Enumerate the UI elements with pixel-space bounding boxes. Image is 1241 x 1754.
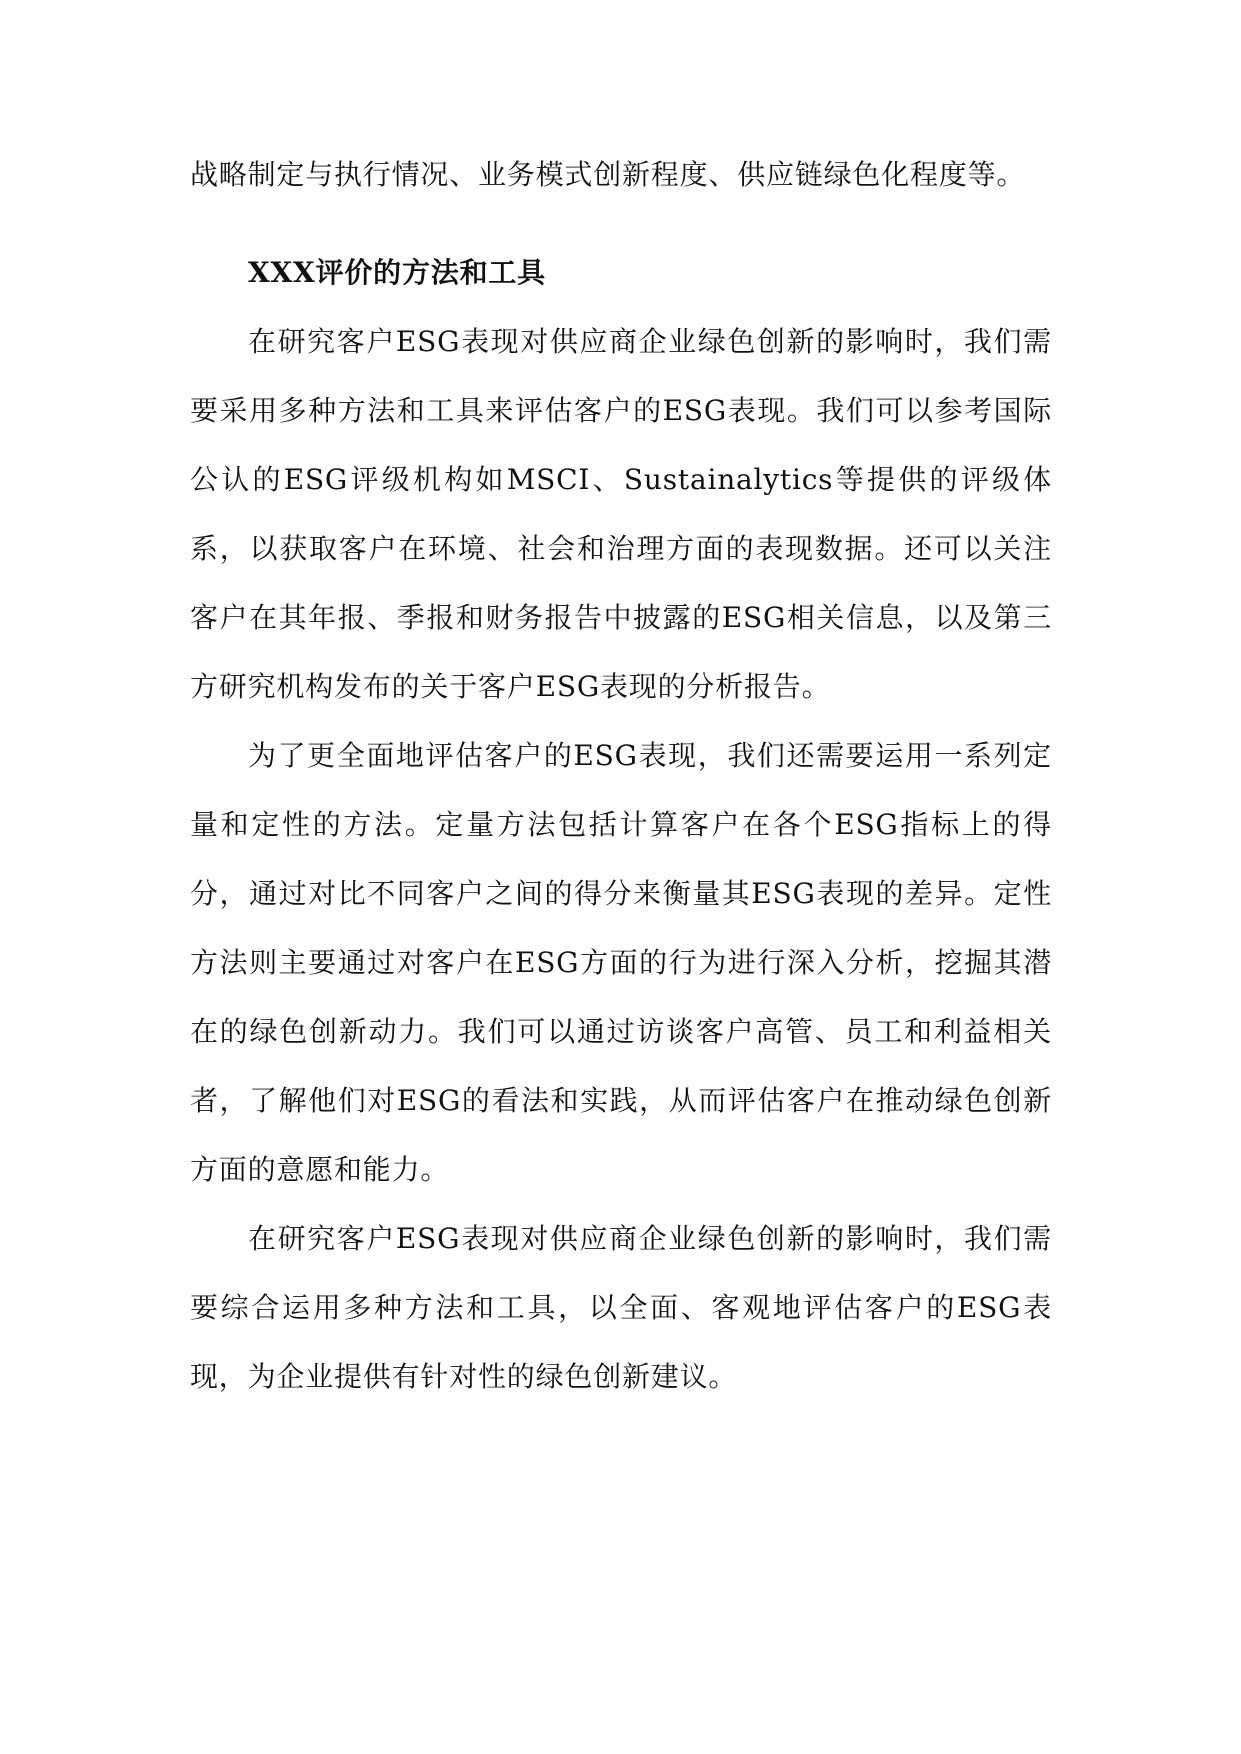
document-body: [190, 140, 1052, 1411]
paragraph-methods-tools: 在研究客户ESG表现对供应商企业绿色创新的影响时，我们需要采用多种方法和工具来评估客户的ESG表现。我们可以参考国际公认的ESG评级机构如MSCI、Sustainalytics等提供的评级体系，以获取客户在环境、社会和治理方面的表现数据。还可以关注客户在其年报、季报和财务报告中披露的ESG相关信息，以及第三方研究机构发布的关于客户ESG表现的分析报告。: [190, 325, 1052, 703]
paragraph-conclusion: 在研究客户ESG表现对供应商企业绿色创新的影响时，我们需要综合运用多种方法和工具，以全面、客观地评估客户的ESG表现，为企业提供有针对性的绿色创新建议。: [190, 1222, 1052, 1393]
paragraph-quantitative-qualitative: 为了更全面地评估客户的ESG表现，我们还需要运用一系列定量和定性的方法。定量方法包括计算客户在各个ESG指标上的得分，通过对比不同客户之间的得分来衡量其ESG表现的差异。定性方法则主要通过对客户在ESG方面的行为进行深入分析，挖掘其潜在的绿色创新动力。我们可以通过访谈客户高管、员工和利益相关者，了解他们对ESG的看法和实践，从而评估客户在推动绿色创新方面的意愿和能力。: [190, 739, 1052, 1186]
paragraph-continuation: 战略制定与执行情况、业务模式创新程度、供应链绿色化程度等。: [190, 158, 1026, 191]
section-heading: XXX评价的方法和工具: [248, 256, 546, 289]
